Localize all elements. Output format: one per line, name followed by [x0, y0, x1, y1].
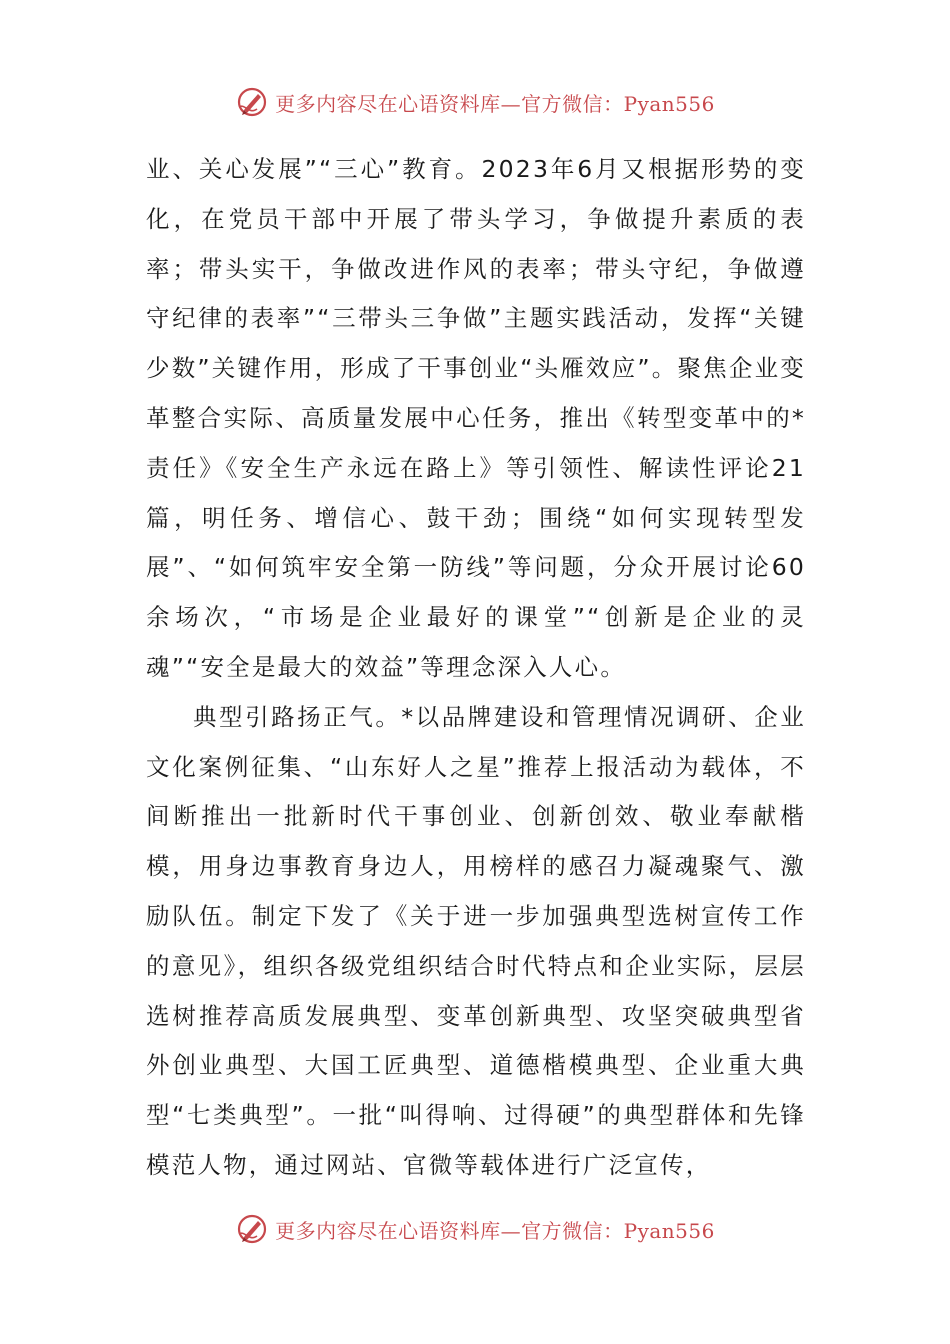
footer-banner [0, 1209, 950, 1249]
header-banner [0, 82, 950, 122]
pen-circle-logo-icon [235, 85, 269, 119]
document-body [146, 145, 806, 1191]
footer-banner-text: 更多内容尽在心语资料库—官方微信：Pyan556 [275, 1218, 715, 1243]
header-banner-text: 更多内容尽在心语资料库—官方微信：Pyan556 [275, 91, 715, 116]
paragraph-1: 业、关心发展”“三心”教育。2023年6月又根据形势的变化，在党员干部中开展了带头学习，争做提升素质的表率；带头实干，争做改进作风的表率；带头守纪，争做遵守纪律的表率”“三带头三争做”主题实践活动，发挥“关键少数”关键作用，形成了干事创业“头雁效应”。聚焦企业变革整合实际、高质量发展中心任务，推出《转型变革中的*责任》《安全生产永远在路上》等引领性、解读性评论21篇，明任务、增信心、鼓干劲；围绕“如何实现转型发展”、“如何筑牢安全第一防线”等问题，分众开展讨论60余场次，“市场是企业最好的课堂”“创新是企业的灵魂”“安全是最大的效益”等理念深入人心。 [146, 155, 806, 681]
paragraph-2: 典型引路扬正气。*以品牌建设和管理情况调研、企业文化案例征集、“山东好人之星”推荐上报活动为载体，不间断推出一批新时代干事创业、创新创效、敬业奉献楷模，用身边事教育身边人，用榜样的感召力凝魂聚气、激励队伍。制定下发了《关于进一步加强典型选树宣传工作的意见》，组织各级党组织结合时代特点和企业实际，层层选树推荐高质发展典型、变革创新典型、攻坚突破典型省外创业典型、大国工匠典型、道德楷模典型、企业重大典型“七类典型”。一批“叫得响、过得硬”的典型群体和先锋模范人物，通过网站、官微等载体进行广泛宣传， [146, 702, 806, 1179]
pen-circle-logo-icon [235, 1212, 269, 1246]
